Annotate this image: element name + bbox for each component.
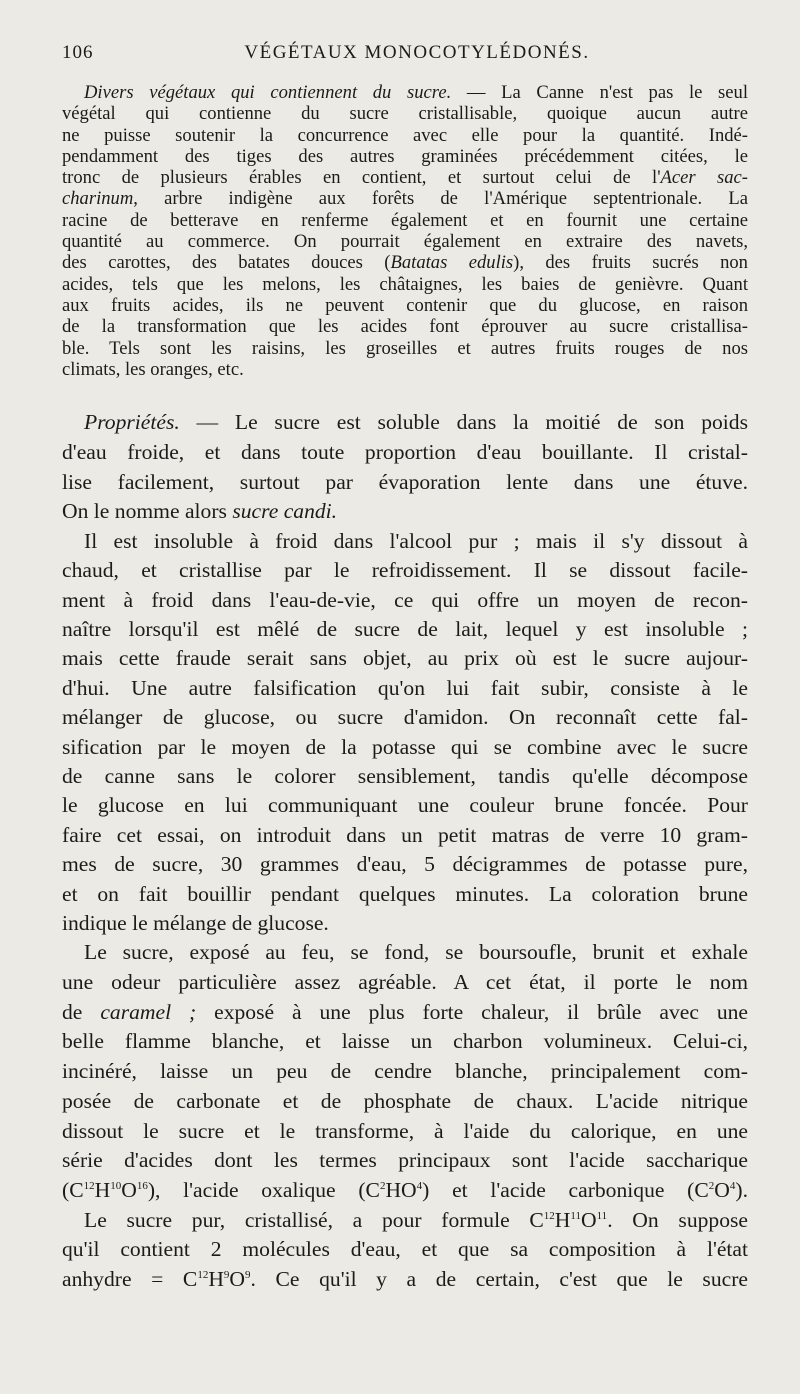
text-line: chaud, et cristallise par le refroidissement. Il se dissout facile- (62, 558, 748, 583)
text-line: indique le mélange de glucose. (62, 910, 329, 935)
text-line: mélanger de glucose, ou sucre d'amidon. On reconnaît cette fal- (62, 705, 748, 730)
paragraph-proprietes (62, 408, 748, 527)
italic-term: Acer sac- (660, 167, 748, 189)
body-text (62, 82, 748, 1295)
text-line: pendamment des tiges des autres graminées précédemment citées, le (62, 145, 748, 167)
text-line: d'eau froide, et dans toute proportion d'eau bouillante. Il cristal- (62, 439, 748, 464)
section-heading-proprietes: Propriétés. (84, 410, 180, 435)
text-line: ble. Tels sont les raisins, les groseilles et autres fruits rouges de nos (62, 337, 748, 359)
text-line: Propriétés. — Le sucre est soluble dans la moitié de son poids (84, 410, 748, 435)
text-line: On le nomme alors sucre candi. (62, 499, 338, 524)
text-line: quantité au commerce. On pourrait également en extraire des navets, (62, 231, 748, 253)
page-number: 106 (62, 42, 94, 63)
text-line: charinum, arbre indigène aux forêts de l'Amérique septentrionale. La (62, 188, 748, 210)
text-line: posée de carbonate et de phosphate de chaux. L'acide nitrique (62, 1088, 748, 1113)
text-line: racine de betterave en renferme également et en fournit une certaine (62, 209, 748, 231)
text-line: une odeur particulière assez agréable. A cet état, il porte le nom (62, 970, 748, 995)
text-line: sification par le moyen de la potasse qui se combine avec le sucre (62, 734, 748, 759)
paragraph-divers-vegetaux (62, 82, 748, 380)
text-line: qu'il contient 2 molécules d'eau, et que sa composition à l'état (62, 1237, 748, 1262)
text-line: Il est insoluble à froid dans l'alcool pur ; mais il s'y dissout à (84, 528, 748, 553)
paragraph-formule (62, 1206, 748, 1295)
italic-term: Batatas edulis (390, 252, 514, 274)
text-line: $(C^{12}H^{10}O^{16})$, l'acide oxalique $(C^2HO^4)$ et l'acide carbonique $(C^2O^4)$. (62, 1177, 748, 1202)
text-line: mais cette fraude serait sans objet, au prix où est le sucre aujour- (62, 646, 748, 671)
text-line: le glucose en lui communiquant une couleur brune foncée. Pour (62, 793, 748, 818)
text-line: tronc de plusieurs érables en contient, et surtout celui de l'Acer sac- (62, 167, 748, 189)
text-line: de caramel ; exposé à une plus forte chaleur, il brûle avec une (62, 999, 749, 1024)
text-line: lise facilement, surtout par évaporation lente dans une étuve. (62, 469, 748, 494)
text-line: Divers végétaux qui contiennent du sucre. — La Canne n'est pas le seul (84, 82, 748, 103)
text-line: des carottes, des batates douces (Batatas edulis), des fruits sucrés non (62, 252, 748, 274)
text-line: dissout le sucre et le transforme, à l'aide du calorique, en une (62, 1118, 748, 1143)
text-line: Le sucre pur, cristallisé, a pour formule $C^{12}H^{11}O^{11}$. On suppose (84, 1207, 748, 1232)
text-line: climats, les oranges, etc. (62, 358, 244, 380)
text-line: naître lorsqu'il est mêlé de sucre de lait, lequel y est insoluble ; (62, 617, 748, 642)
text-line: et on fait bouillir pendant quelques minutes. La coloration brune (62, 881, 748, 906)
text-line: d'hui. Une autre falsification qu'on lui fait subir, consiste à le (62, 675, 748, 700)
text-line: belle flamme blanche, et laisse un charbon volumineux. Celui-ci, (62, 1029, 748, 1054)
text-line: série d'acides dont les termes principaux sont l'acide saccharique (62, 1148, 748, 1173)
text-line: aux fruits acides, ils ne peuvent contenir que du glucose, en raison (62, 294, 748, 316)
paragraph-insoluble (62, 527, 748, 938)
text-line: Le sucre, exposé au feu, se fond, se boursoufle, brunit et exhale (84, 940, 748, 965)
text-line: ment à froid dans l'eau-de-vie, ce qui offre un moyen de recon- (62, 587, 748, 612)
text-line: ne puisse soutenir la concurrence avec elle pour la quantité. Indé- (62, 124, 748, 146)
section-heading-divers: Divers végétaux qui contiennent du sucre. (84, 82, 452, 103)
text-line: faire cet essai, on introduit dans un petit matras de verre 10 gram- (62, 822, 748, 847)
italic-term: sucre candi. (232, 499, 338, 524)
page-header (62, 42, 752, 78)
text-line: végétal qui contienne du sucre cristallisable, quoique aucun autre (62, 103, 748, 125)
text-line: anhydre = $C^{12}H^9O^9$. Ce qu'il y a de certain, c'est que le sucre (62, 1266, 748, 1291)
paragraph-caramel (62, 938, 748, 1205)
running-title: VÉGÉTAUX MONOCOTYLÉDONÉS. (244, 42, 590, 63)
text-line: mes de sucre, 30 grammes d'eau, 5 décigrammes de potasse pure, (62, 852, 748, 877)
text-line: de canne sans le colorer sensiblement, tandis qu'elle décompose (62, 764, 748, 789)
text-line: acides, tels que les melons, les châtaignes, les baies de genièvre. Quant (62, 273, 748, 295)
italic-term: charinum (62, 188, 134, 210)
text-line: incinéré, laisse un peu de cendre blanche, principalement com- (62, 1059, 748, 1084)
italic-term: caramel ; (100, 999, 197, 1024)
text-line: de la transformation que les acides font éprouver au sucre cristallisa- (62, 316, 748, 338)
